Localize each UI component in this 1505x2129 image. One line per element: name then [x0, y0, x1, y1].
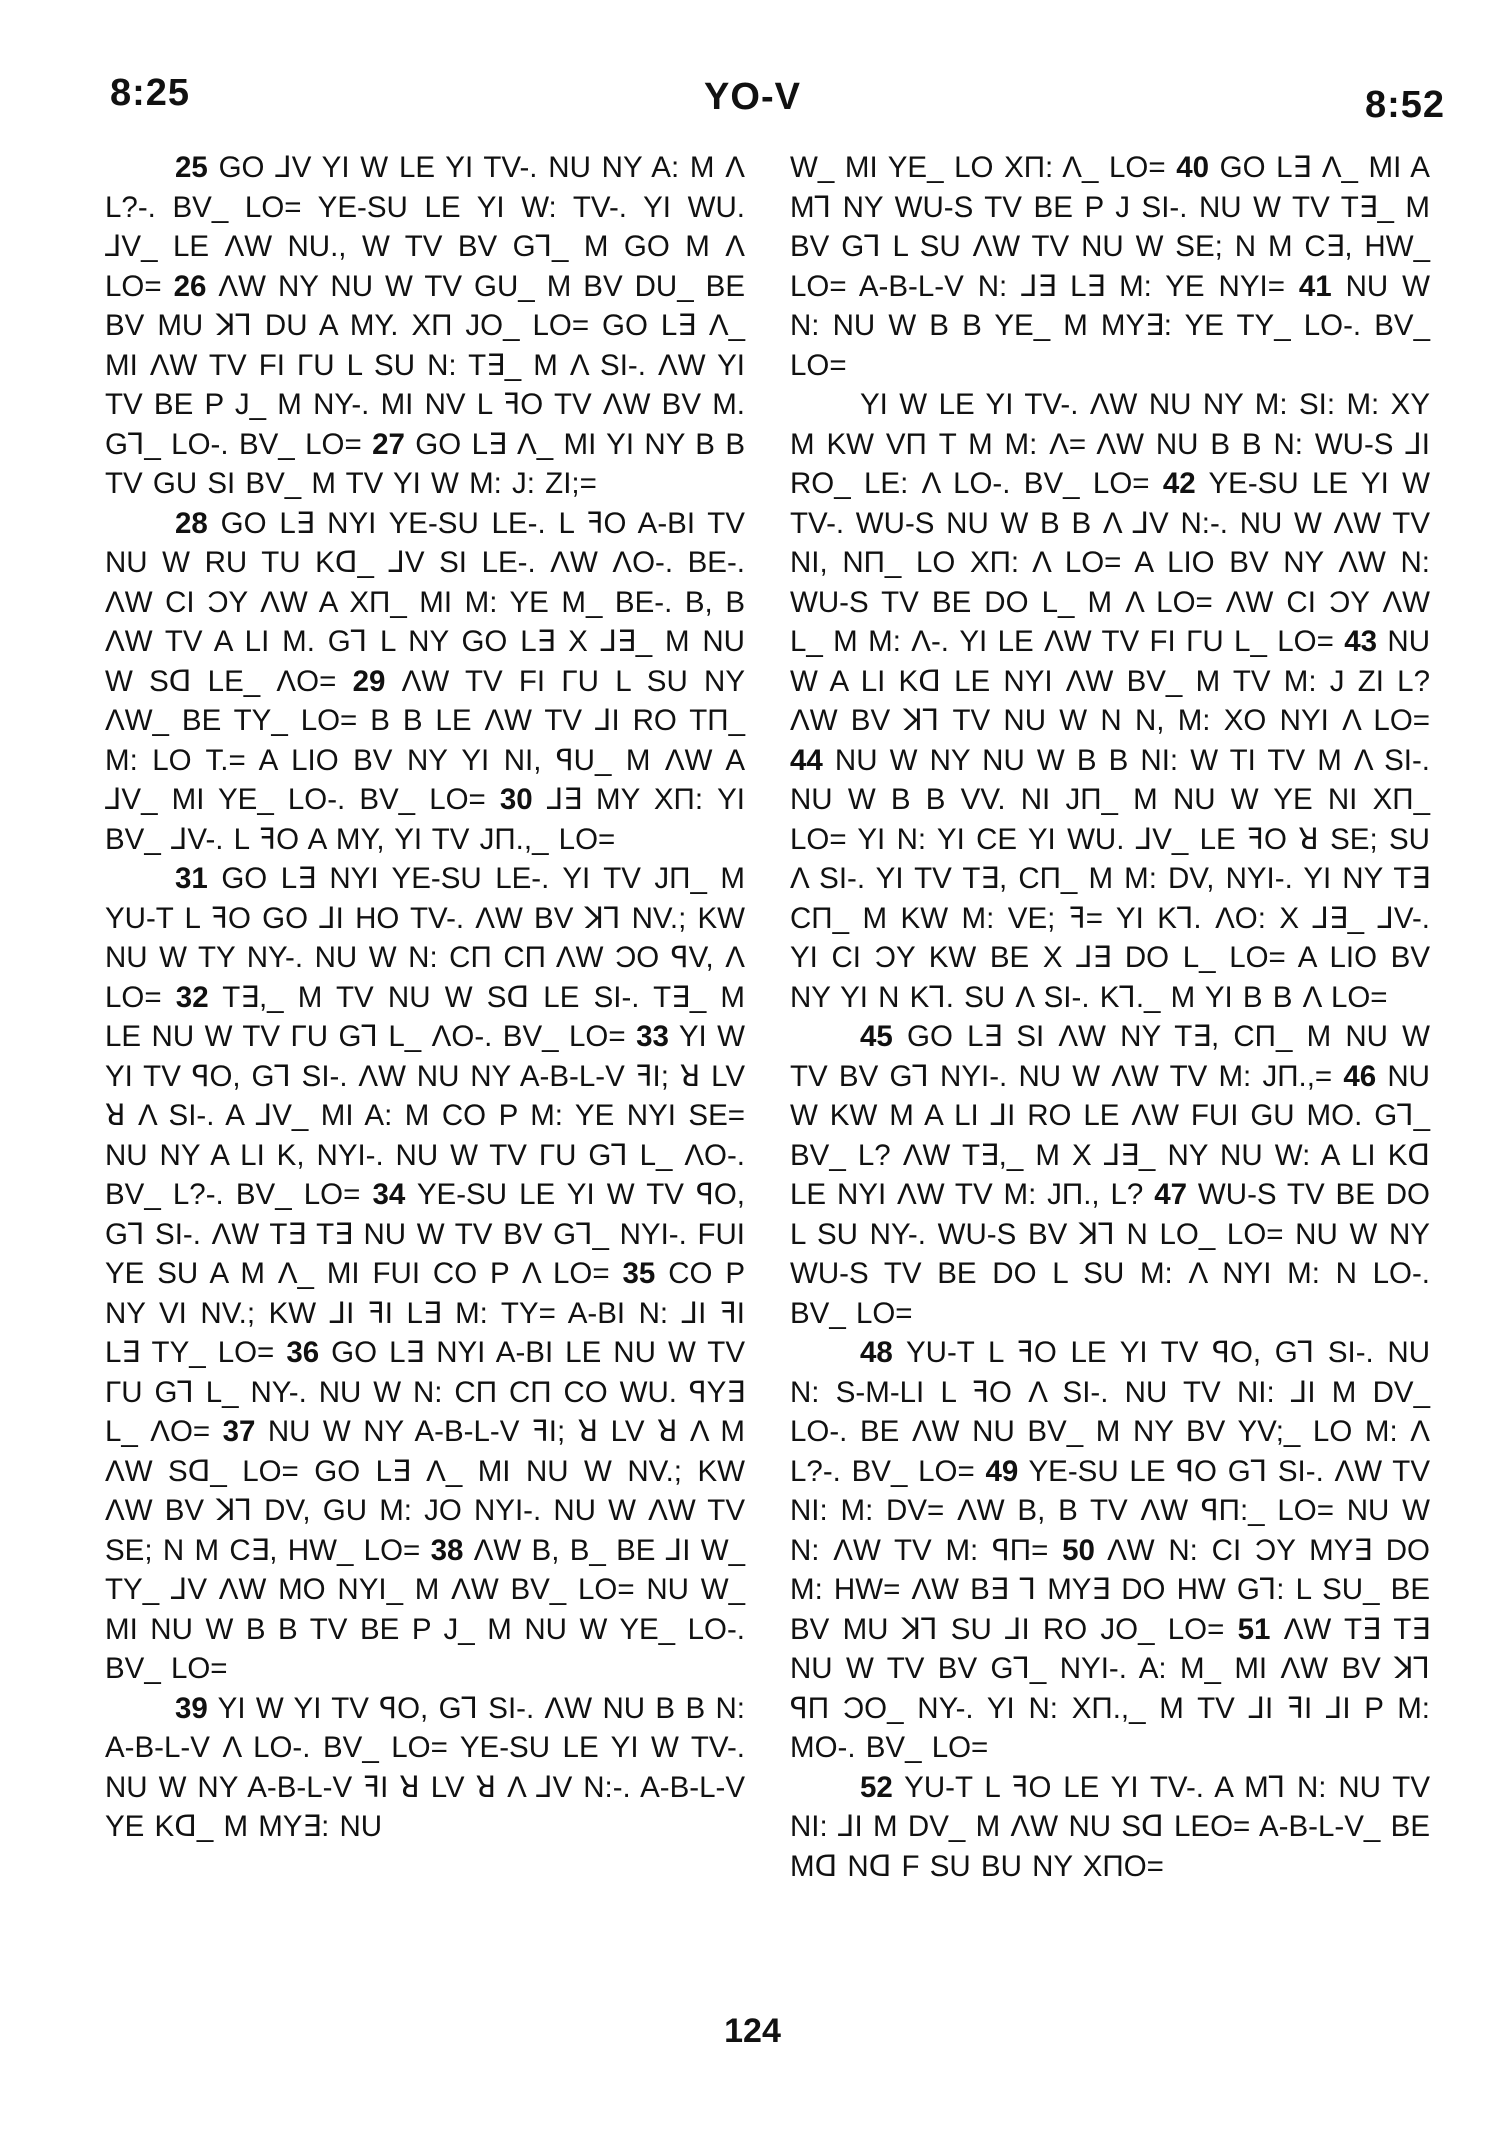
- paragraph: [105, 1689, 745, 1847]
- paragraph: [105, 859, 745, 1689]
- verse-number: 51: [1237, 1612, 1271, 1646]
- verse-text: YI W YI TV ꟼO, G⅂ SI-. ΛW NU B B N: A-B-L-V Λ LO-. BV_ LO= YE-SU LE YI W TV-. NU W NY A-B-L-V ꟻI ꓤ LV ꓤ Λ ⅃V N:-. A-B-L-V YE Kꓷ_ M MY∃: NU: [105, 1691, 745, 1843]
- verse-number: 27: [372, 427, 405, 461]
- verse-number: 31: [175, 862, 208, 895]
- verse-number: 40: [1176, 151, 1210, 184]
- verse-text: NU W NY NU W B B NI: W TI TV M Λ SI-. NU W B B VV. NI JΠ_ M NU W YE NI XΠ_ LO= YI N: YI CE YI WU. ⅃V_ LE ꟻO ꓤ SE; SU Λ SI-. YI TV T∃, CΠ_ M M: DV, NYI-. YI NY T∃ CΠ_ M KW M: VE; ꟻ= YI K⅂. ΛO: X ⅃∃_ ⅃V-. YI CI ƆY KW BE X ⅃∃ DO L_ LO= A LIO BV NY YI N K⅂. SU Λ SI-. K⅂._ M YI B B Λ LO=: [790, 743, 1430, 1014]
- verse-text: NU W A LI Kꓷ LE NYI ΛW BV_ M TV M: J ZI L? ΛW BV ꓘ⅂ TV NU W N N, M: XO NYI Λ LO=: [790, 625, 1430, 737]
- verse-text: YI W LE YI TV-. ΛW NU NY M: SI: M: XY M KW VΠ T M M: Λ= ΛW NU B B N: WU-S ⅃I RO_ LE: Λ LO-. BV_ LO=: [790, 388, 1430, 500]
- paragraph: [790, 1333, 1430, 1768]
- chapter-verse-end: 8:52: [1364, 84, 1445, 126]
- verse-number: 39: [175, 1691, 208, 1725]
- verse-text: NU W N: NU W B B YE_ M MY∃: YE TY_ LO-. BV_ LO=: [790, 269, 1431, 382]
- verse-text: ΛW T∃ T∃ NU W TV BV G⅂_ NYI-. A: M_ MI ΛW BV ꓘ⅂ ꟼΠ ƆO_ NY-. YI N: XΠ.,_ M TV ⅃I ꟻI ⅃I P M: MO-. BV_ LO=: [790, 1612, 1431, 1764]
- verse-text: YI W YI TV ꟼO, G⅂ SI-. ΛW NU NY A-B-L-V ꟻI; ꓤ LV ꓤ Λ SI-. A ⅃V_ MI A: M CO P M: YE NYI SE= NU NY A LI K, NYI-. NU W TV ΓU G⅂ L_ ΛO-. BV_ L?-. BV_ LO=: [105, 1020, 745, 1211]
- verse-text: YE-SU LE ꟼO G⅂ SI-. ΛW TV NI: M: DV= ΛW B, B TV ΛW ꟼΠ:_ LO= NU W N: ΛW TV M: ꟼΠ=: [790, 1454, 1430, 1567]
- verse-text: ΛW N: CI ƆY MY∃ DO M: HW= ΛW B∃ ⅂ MY∃ DO HW G⅂: L SU_ BE BV MU ꓘ⅂ SU ⅃I RO JO_ LO=: [790, 1533, 1430, 1646]
- verse-number: 42: [1162, 467, 1196, 500]
- verse-text: ΛW NY NU W TV GU_ M BV DU_ BE BV MU ꓘ⅂ DU A MY. XΠ JO_ LO= GO L∃ Λ_ MI ΛW TV FI ΓU L SU N: T∃_ M Λ SI-. ΛW YI TV BE P J_ M NY-. MI NV L ꟻO TV ΛW BV M. G⅂_ LO-. BV_ LO=: [105, 269, 745, 461]
- verse-text: YE-SU LE YI W TV ꟼO, G⅂ SI-. ΛW T∃ T∃ NU W TV BV G⅂_ NYI-. FUI YE SU A M Λ_ MI FUI CO P Λ LO=: [105, 1178, 745, 1290]
- verse-number: 50: [1062, 1533, 1095, 1567]
- verse-number: 45: [860, 1020, 893, 1053]
- book-title: YO-V: [704, 76, 801, 118]
- verse-number: 25: [175, 151, 208, 184]
- verse-text: W_ MI YE_ LO XΠ: Λ_ LO=: [790, 151, 1177, 184]
- verse-number: 32: [175, 980, 209, 1014]
- verse-number: 52: [860, 1770, 893, 1804]
- verse-text: GO L∃ Λ_ MI A M⅂ NY WU-S TV BE P J SI-. NU W TV T∃_ M BV G⅂ L SU ΛW TV NU W SE; N M C∃, HW_ LO= A-B-L-V N: ⅃∃ L∃ M: YE NYI=: [790, 151, 1430, 303]
- verse-number: 44: [790, 743, 823, 777]
- verse-number: 28: [175, 506, 208, 540]
- paragraph: [790, 1768, 1430, 1887]
- verse-text: GO L∃ NYI YE-SU LE-. YI TV JΠ_ M YU-T L ꟻO GO ⅃I HO TV-. ΛW BV ꓘ⅂ NV.; KW NU W TY NY-. NU W N: CΠ CΠ ΛW ƆO ꟼV, Λ LO=: [105, 862, 745, 1014]
- right-text-column: [790, 148, 1430, 1886]
- verse-number: 48: [860, 1336, 893, 1369]
- paragraph: [105, 148, 745, 504]
- paragraph: [790, 1017, 1430, 1333]
- verse-number: 33: [636, 1020, 669, 1053]
- verse-text: T∃,_ M TV NU W Sꓷ LE SI-. T∃_ M LE NU W TV ΓU G⅂ L_ ΛO-. BV_ LO=: [105, 980, 746, 1053]
- verse-number: 34: [372, 1178, 406, 1211]
- paragraph: [790, 385, 1430, 1017]
- verse-text: NU W KW M A LI ⅃I RO LE ΛW FUI GU MO. G⅂_ BV_ L? ΛW T∃,_ M X ⅃∃_ NY NU W: A LI Kꓷ LE NYI ΛW TV M: JΠ., L?: [790, 1059, 1430, 1211]
- verse-text: CO P NY VI NV.; KW ⅃I ꟻI L∃ M: TY= A-BI N: ⅃I ꟻI L∃ TY_ LO=: [105, 1257, 746, 1369]
- verse-number: 29: [352, 664, 386, 698]
- verse-number: 30: [499, 783, 533, 816]
- verse-text: GO L∃ SI ΛW NY T∃, CΠ_ M NU W TV BV G⅂ NYI-. NU W ΛW TV M: JΠ.,=: [790, 1020, 1430, 1093]
- verse-number: 26: [173, 269, 207, 303]
- verse-text: YU-T L ꟻO LE YI TV-. A M⅂ N: NU TV NI: ⅃I M DV_ M ΛW NU Sꓷ LEO= A-B-L-V_ BE Mꓷ Nꓷ F SU BU NY XΠO=: [790, 1770, 1430, 1883]
- page-number: 124: [724, 2012, 781, 2050]
- verse-text: GO ⅃V YI W LE YI TV-. NU NY A: M Λ L?-. BV_ LO= YE-SU LE YI W: TV-. YI WU. ⅃V_ LE ΛW NU., W TV BV G⅂_ M GO M Λ LO=: [105, 151, 745, 303]
- verse-text: ΛW TV FI ΓU L SU NY ΛW_ BE TY_ LO= B B LE ΛW TV ⅃I RO TΠ_ M: LO T.= A LIO BV NY YI NI, ꟼU_ M ΛW A ⅃V_ MI YE_ LO-. BV_ LO=: [105, 664, 745, 816]
- verse-number: 35: [622, 1257, 656, 1290]
- verse-text: GO L∃ Λ_ MI YI NY B B TV GU SI BV_ M TV YI W M: J: ZI;=: [105, 427, 745, 500]
- verse-text: ⅃∃ MY XΠ: YI BV_ ⅃V-. L ꟻO A MY, YI TV JΠ.,_ LO=: [105, 783, 745, 856]
- verse-number: 36: [286, 1336, 320, 1369]
- verse-number: 49: [985, 1454, 1019, 1488]
- verse-text: YU-T L ꟻO LE YI TV ꟼO, G⅂ SI-. NU N: S-M-LI L ꟻO Λ SI-. NU TV NI: ⅃I M DV_ LO-. BE ΛW NU BV_ M NY BV YV;_ LO M: Λ L?-. BV_ LO=: [790, 1336, 1430, 1488]
- verse-number: 38: [430, 1533, 464, 1567]
- verse-text: WU-S TV BE DO L SU NY-. WU-S BV ꓘ⅂ N LO_ LO= NU W NY WU-S TV BE DO L SU M: Λ NYI M: N LO-. BV_ LO=: [790, 1178, 1431, 1330]
- chapter-verse-start: 8:25: [110, 72, 191, 114]
- left-text-column: [105, 148, 745, 1847]
- verse-number: 41: [1298, 269, 1332, 303]
- verse-text: YE-SU LE YI W TV-. WU-S NU W B B Λ ⅃V N:-. NU W ΛW TV NI, NΠ_ LO XΠ: Λ LO= A LIO BV NY ΛW N: WU-S TV BE DO L_ M Λ LO= ΛW CI ƆY ΛW L_ M M: Λ-. YI LE ΛW TV FI ΓU L_ LO=: [790, 467, 1430, 658]
- verse-number: 46: [1343, 1059, 1377, 1093]
- verse-number: 37: [222, 1415, 256, 1448]
- verse-text: NU W NY A-B-L-V ꟻI; ꓤ LV ꓤ Λ M ΛW Sꓷ_ LO= GO L∃ Λ_ MI NU W NV.; KW ΛW BV ꓘ⅂ DV, GU M: JO NYI-. NU W ΛW TV SE; N M C∃, HW_ LO=: [105, 1415, 745, 1567]
- verse-text: GO L∃ NYI A-BI LE NU W TV ΓU G⅂ L_ NY-. NU W N: CΠ CΠ CO WU. ꟼY∃ L_ ΛO=: [105, 1336, 745, 1448]
- verse-number: 47: [1154, 1178, 1188, 1211]
- verse-number: 43: [1344, 625, 1378, 658]
- paragraph: [790, 148, 1430, 385]
- verse-text: GO L∃ NYI YE-SU LE-. L ꟻO A-BI TV NU W RU TU Kꓷ_ ⅃V SI LE-. ΛW ΛO-. BE-. ΛW CI ƆY ΛW A XΠ_ MI M: YE M_ BE-. B, B ΛW TV A LI M. G⅂ L NY GO L∃ X ⅃∃_ M NU W Sꓷ LE_ ΛO=: [105, 506, 745, 698]
- verse-text: ΛW B, B_ BE ⅃I W_ TY_ ⅃V ΛW MO NYI_ M ΛW BV_ LO= NU W_ MI NU W B B TV BE P J_ M NU W YE_ LO-. BV_ LO=: [105, 1533, 745, 1685]
- paragraph: [105, 504, 745, 860]
